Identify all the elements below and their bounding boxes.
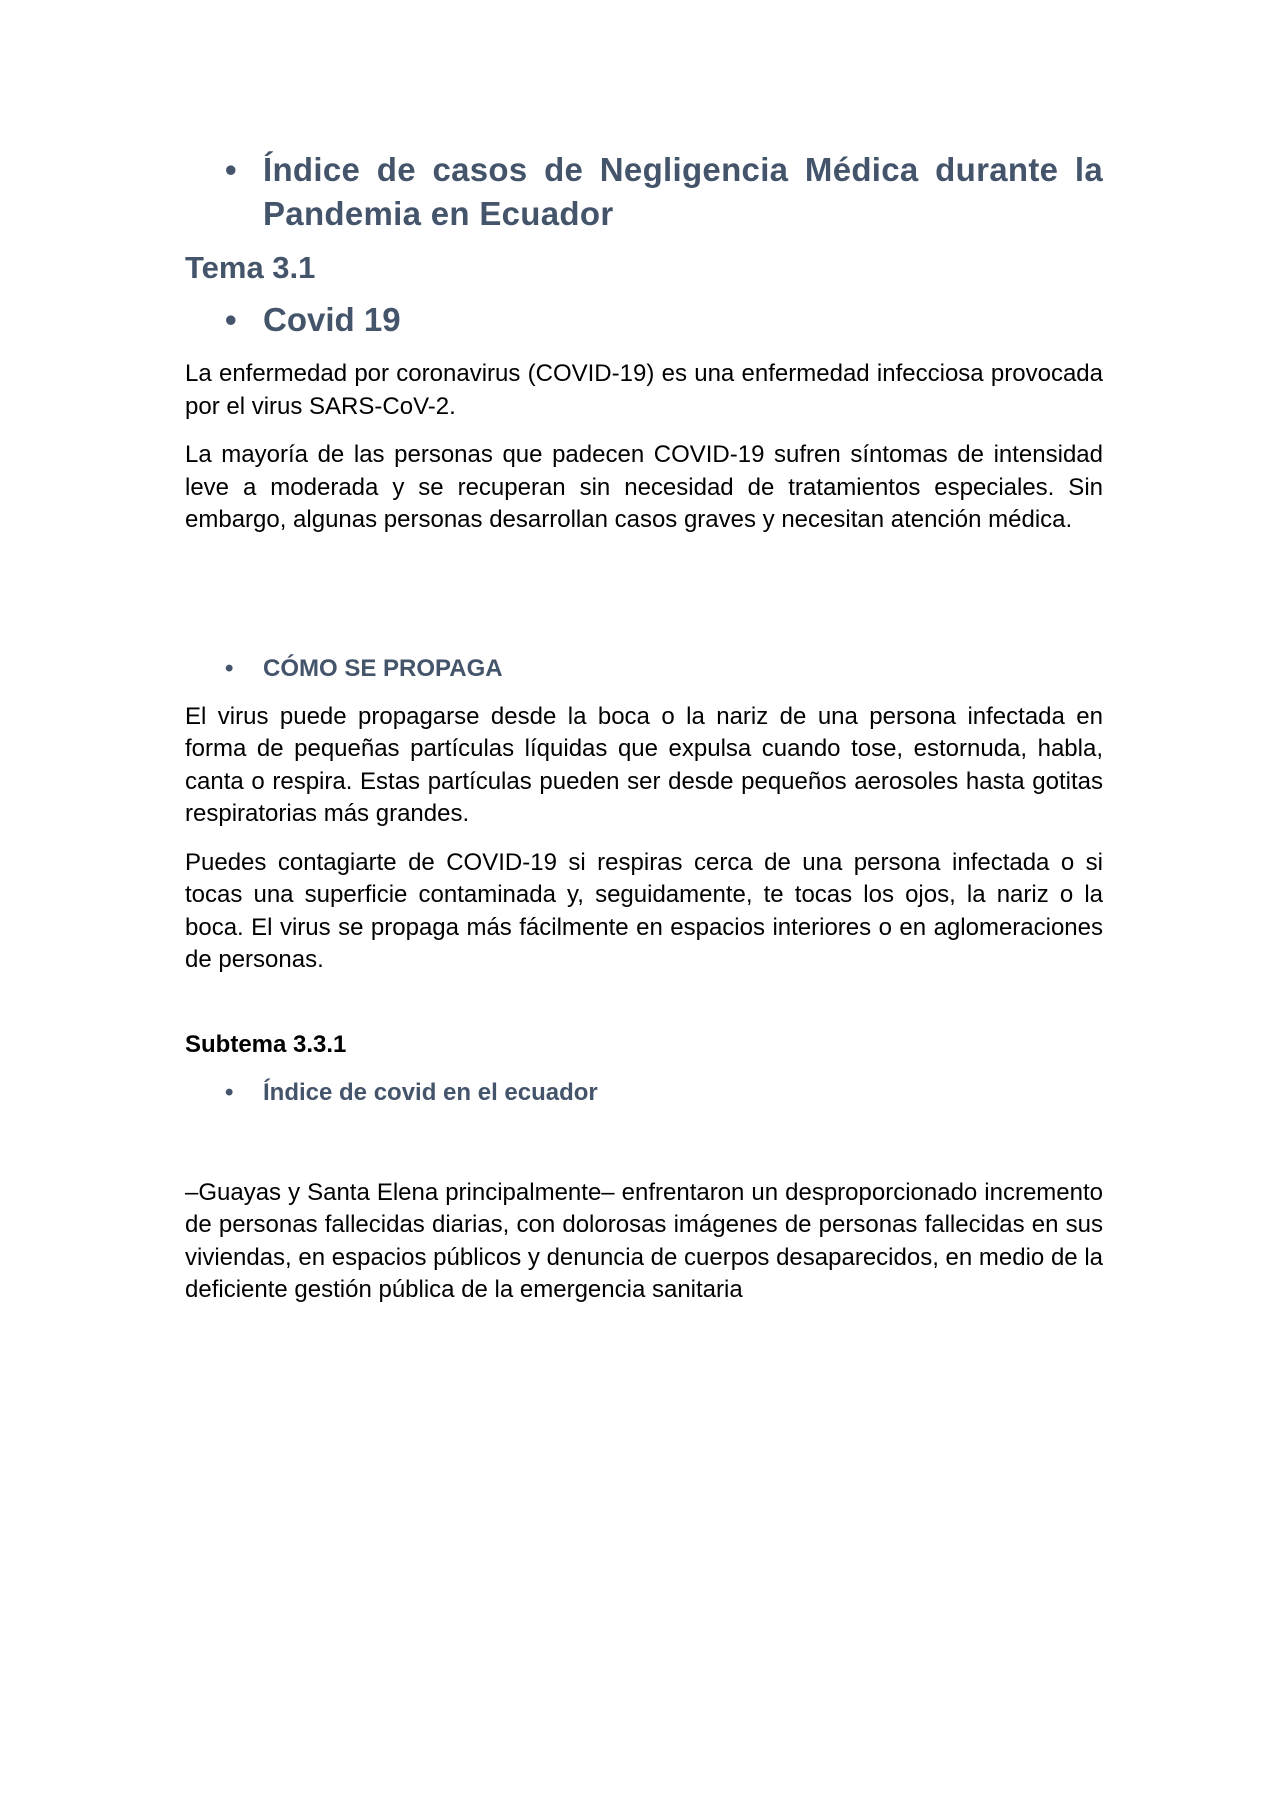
paragraph-covid-definition: La enfermedad por coronavirus (COVID-19) es una enfermedad infecciosa provocada por el virus SARS-CoV-2. (185, 360, 1103, 420)
bullet-icon: • (225, 654, 234, 682)
paragraph-propagation: El virus puede propagarse desde la boca o la nariz de una persona infectada en forma de pequeñas partículas líquidas que expulsa cuando tose, estornuda, habla, canta o respira. Estas partículas pueden ser desde pequeños aerosoles hasta gotitas respiratorias más grandes. (185, 702, 1103, 827)
heading-indice-covid-text: Índice de covid en el ecuador (263, 1078, 598, 1106)
heading-indice-covid (185, 1077, 1103, 1109)
heading-covid-text: Covid 19 (263, 301, 401, 338)
paragraph-guayas: –Guayas y Santa Elena principalmente– enfrentaron un desproporcionado incremento de personas fallecidas diarias, con dolorosas imágenes de personas fallecidas en sus viviendas, en espacios públicos y denuncia de cuerpos desaparecidos, en medio de la deficiente gestión pública de la emergencia sanitaria (185, 1178, 1103, 1303)
heading-como-se-propaga-text: CÓMO SE PROPAGA (263, 654, 503, 682)
paragraph-covid-symptoms: La mayoría de las personas que padecen COVID-19 sufren síntomas de intensidad leve a moderada y se recuperan sin necesidad de tratamientos especiales. Sin embargo, algunas personas desarrollan casos graves y necesitan atención médica. (185, 441, 1103, 533)
bullet-icon: • (225, 151, 237, 188)
tema-label: Tema 3.1 (185, 250, 316, 285)
heading-indice-negligencia (185, 148, 1103, 236)
heading-como-se-propaga (185, 653, 1103, 685)
bullet-icon: • (225, 1078, 234, 1106)
bullet-icon: • (225, 301, 237, 338)
subtema-label: Subtema 3.3.1 (185, 1030, 347, 1058)
paragraph-contagion: Puedes contagiarte de COVID-19 si respiras cerca de una persona infectada o si tocas una superficie contaminada y, seguidamente, te tocas los ojos, la nariz o la boca. El virus se propaga más fácilmente en espacios interiores o en aglomeraciones de personas. (185, 848, 1103, 973)
heading-indice-negligencia-text: Índice de casos de Negligencia Médica durante la Pandemia en Ecuador (263, 151, 1103, 232)
heading-covid (185, 298, 1103, 342)
document-content (185, 148, 1103, 1307)
